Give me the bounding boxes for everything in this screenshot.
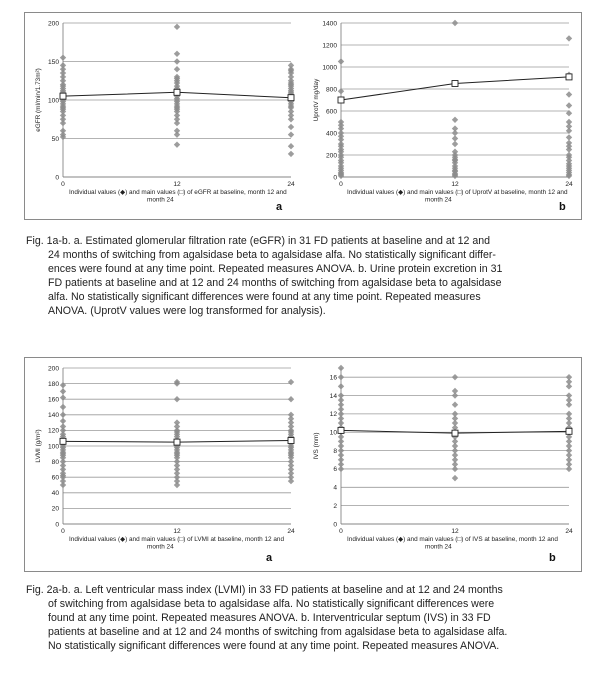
lvmi-xlabel-line: Individual values (◆) and main values (□) of LVMI at baseline, month 12 and	[69, 536, 285, 543]
lvmi-point	[174, 396, 180, 402]
ivs-point	[566, 466, 572, 472]
ivs-point	[338, 466, 344, 472]
lvmi-point	[288, 379, 294, 385]
ivs-mean-marker	[338, 427, 344, 433]
lvmi-point	[60, 388, 66, 394]
uprotv-point	[452, 130, 458, 136]
ivs-ytick-label: 14	[329, 392, 337, 400]
ivs-ytick-label: 16	[329, 374, 337, 382]
ivs-point	[566, 402, 572, 408]
uprotv-xlabel-line: month 24	[425, 196, 452, 203]
figure-1-caption-line: ences were found at any time point. Repeated measures ANOVA. b. Urine protein excretion in 31	[48, 263, 503, 275]
uprotv-ylabel: UprotV mg/day	[313, 78, 320, 122]
egfr-xtick-label: 24	[287, 181, 295, 188]
egfr-point	[288, 131, 294, 137]
chart-ivs	[307, 362, 577, 550]
chart-egfr	[29, 17, 299, 203]
figure-1-caption-line: FD patients at baseline and at 12 and 24 months of switching from agalsidase beta to agalsidase	[48, 277, 502, 289]
figure-1-caption-first: Fig. 1a-b. a. Estimated glomerular filtration rate (eGFR) in 31 FD patients at baseline and at 12 and	[26, 235, 491, 247]
ivs-point	[338, 365, 344, 371]
lvmi-point	[288, 396, 294, 402]
egfr-ytick-label: 150	[47, 58, 59, 66]
ivs-point	[452, 466, 458, 472]
ivs-point	[452, 374, 458, 380]
ivs-point	[452, 475, 458, 481]
lvmi-ytick-label: 200	[47, 365, 59, 373]
lvmi-ytick-label: 140	[47, 412, 59, 420]
panel-letter-2a: a	[266, 552, 273, 564]
figure-1-caption	[26, 234, 586, 318]
figure-1-panel	[24, 12, 582, 220]
lvmi-mean-marker	[174, 439, 180, 445]
lvmi-xtick-label: 0	[61, 528, 65, 535]
ivs-xtick-label: 24	[565, 528, 573, 535]
lvmi-point	[288, 478, 294, 484]
lvmi-point	[60, 418, 66, 424]
lvmi-point	[60, 382, 66, 388]
lvmi-mean-marker	[60, 438, 66, 444]
uprotv-xlabel-line: Individual values (◆) and main values (□) of UprotV at baseline, month 12 and	[347, 189, 568, 196]
egfr-xtick-label: 12	[173, 181, 181, 188]
uprotv-point	[566, 173, 572, 179]
egfr-mean-marker	[174, 89, 180, 95]
uprotv-point	[566, 102, 572, 108]
egfr-mean-marker	[60, 93, 66, 99]
uprotv-ytick-label: 600	[325, 108, 337, 116]
figure-2-caption	[26, 583, 586, 653]
ivs-point	[566, 383, 572, 389]
ivs-ytick-label: 10	[329, 429, 337, 437]
lvmi-ytick-label: 160	[47, 396, 59, 404]
lvmi-ytick-label: 20	[51, 505, 59, 513]
chart-lvmi-svg	[29, 362, 299, 550]
uprotv-point	[566, 35, 572, 41]
ivs-ytick-label: 0	[333, 521, 337, 529]
egfr-point	[174, 24, 180, 30]
egfr-point	[174, 66, 180, 72]
lvmi-point	[60, 404, 66, 410]
figure-1-caption-line: ANOVA. (UprotV values were log transformed for analysis).	[48, 305, 326, 317]
egfr-ylabel: eGFR (ml/min/1.73m²)	[35, 68, 42, 132]
lvmi-ytick-label: 100	[47, 443, 59, 451]
figure-2-caption-line: No statistically significant differences were found at any time point. Repeated measures ANOVA.	[48, 640, 500, 652]
ivs-point	[452, 392, 458, 398]
egfr-point	[174, 120, 180, 126]
uprotv-ytick-label: 200	[325, 152, 337, 160]
ivs-point	[338, 383, 344, 389]
egfr-ytick-label: 50	[51, 135, 59, 143]
lvmi-point	[60, 394, 66, 400]
ivs-mean-marker	[566, 428, 572, 434]
uprotv-point	[452, 117, 458, 123]
uprotv-point	[338, 58, 344, 64]
lvmi-point	[60, 412, 66, 418]
ivs-xlabel-line: month 24	[425, 543, 452, 550]
uprotv-point	[566, 134, 572, 140]
lvmi-ytick-label: 80	[51, 458, 59, 466]
chart-uprotv-svg	[307, 17, 577, 203]
uprotv-mean-marker	[566, 74, 572, 80]
egfr-ytick-label: 0	[55, 174, 59, 182]
lvmi-xlabel-line: month 24	[147, 543, 174, 550]
figure-1-caption-line: alfa. No statistically significant differences were found at any time point. Repeated measures	[48, 291, 481, 303]
ivs-point	[338, 374, 344, 380]
figure-2-caption-line: patients at baseline and at 12 and 24 months of switching from agalsidase beta to agalsidase alfa.	[48, 626, 508, 638]
lvmi-ylabel: LVMI (g/m²)	[35, 429, 42, 463]
lvmi-ytick-label: 60	[51, 474, 59, 482]
uprotv-mean-marker	[452, 81, 458, 87]
egfr-xlabel-line: Individual values (◆) and main values (□) of eGFR at baseline, month 12 and	[69, 189, 287, 196]
egfr-point	[174, 141, 180, 147]
ivs-xtick-label: 12	[451, 528, 459, 535]
egfr-xtick-label: 0	[61, 181, 65, 188]
egfr-point	[60, 120, 66, 126]
egfr-point	[288, 116, 294, 122]
egfr-point	[288, 124, 294, 130]
lvmi-ytick-label: 40	[51, 490, 59, 498]
egfr-point	[174, 131, 180, 137]
ivs-ytick-label: 8	[333, 447, 337, 455]
uprotv-xtick-label: 24	[565, 181, 573, 188]
egfr-mean-marker	[288, 95, 294, 101]
uprotv-point	[452, 20, 458, 26]
figure-2-caption-first: Fig. 2a-b. a. Left ventricular mass index (LVMI) in 33 FD patients at baseline and at 12 and 24 months	[26, 584, 503, 596]
egfr-point	[174, 58, 180, 64]
uprotv-point	[566, 91, 572, 97]
egfr-point	[288, 151, 294, 157]
lvmi-ytick-label: 120	[47, 427, 59, 435]
lvmi-point	[60, 482, 66, 488]
egfr-point	[288, 143, 294, 149]
ivs-point	[452, 402, 458, 408]
lvmi-mean-marker	[288, 438, 294, 444]
ivs-ytick-label: 12	[329, 411, 337, 419]
lvmi-point	[174, 482, 180, 488]
chart-lvmi	[29, 362, 299, 550]
uprotv-point	[566, 146, 572, 152]
panel-letter-2b: b	[549, 552, 556, 564]
figure-1-caption-line: 24 months of switching from agalsidase beta to agalsidase alfa. No statistically significant differ-	[48, 249, 496, 261]
figure-2-caption-line: of switching from agalsidase beta to agalsidase alfa. No statistically significant differences were	[48, 598, 495, 610]
uprotv-point	[452, 141, 458, 147]
chart-egfr-svg	[29, 17, 299, 203]
ivs-xlabel-line: Individual values (◆) and main values (□) of IVS at baseline, month 12 and	[347, 536, 558, 543]
egfr-point	[60, 54, 66, 60]
uprotv-mean-marker	[338, 97, 344, 103]
uprotv-ytick-label: 400	[325, 130, 337, 138]
chart-ivs-svg	[307, 362, 577, 550]
ivs-mean-marker	[452, 430, 458, 436]
lvmi-ytick-label: 180	[47, 380, 59, 388]
uprotv-xtick-label: 0	[339, 181, 343, 188]
uprotv-ytick-label: 1200	[322, 42, 337, 50]
lvmi-xtick-label: 12	[173, 528, 181, 535]
egfr-xlabel-line: month 24	[147, 196, 174, 203]
ivs-ytick-label: 4	[333, 484, 337, 492]
ivs-ylabel: IVS (mm)	[313, 432, 320, 460]
egfr-ytick-label: 100	[47, 97, 59, 105]
ivs-xtick-label: 0	[339, 528, 343, 535]
chart-uprotv	[307, 17, 577, 203]
ivs-ytick-label: 2	[333, 502, 337, 510]
uprotv-ytick-label: 1400	[322, 20, 337, 28]
uprotv-xtick-label: 12	[451, 181, 459, 188]
figure-2-panel	[24, 357, 582, 572]
lvmi-xtick-label: 24	[287, 528, 295, 535]
ivs-ytick-label: 6	[333, 466, 337, 474]
panel-letter-1b: b	[559, 201, 566, 213]
uprotv-ytick-label: 1000	[322, 64, 337, 72]
lvmi-ytick-label: 0	[55, 521, 59, 529]
egfr-ytick-label: 200	[47, 20, 59, 28]
uprotv-ytick-label: 800	[325, 86, 337, 94]
uprotv-point	[452, 135, 458, 141]
figure-2-caption-line: found at any time point. Repeated measures ANOVA. b. Interventricular septum (IVS) in 33 FD	[48, 612, 491, 624]
uprotv-ytick-label: 0	[333, 174, 337, 182]
egfr-point	[174, 51, 180, 57]
panel-letter-1a: a	[276, 201, 283, 213]
